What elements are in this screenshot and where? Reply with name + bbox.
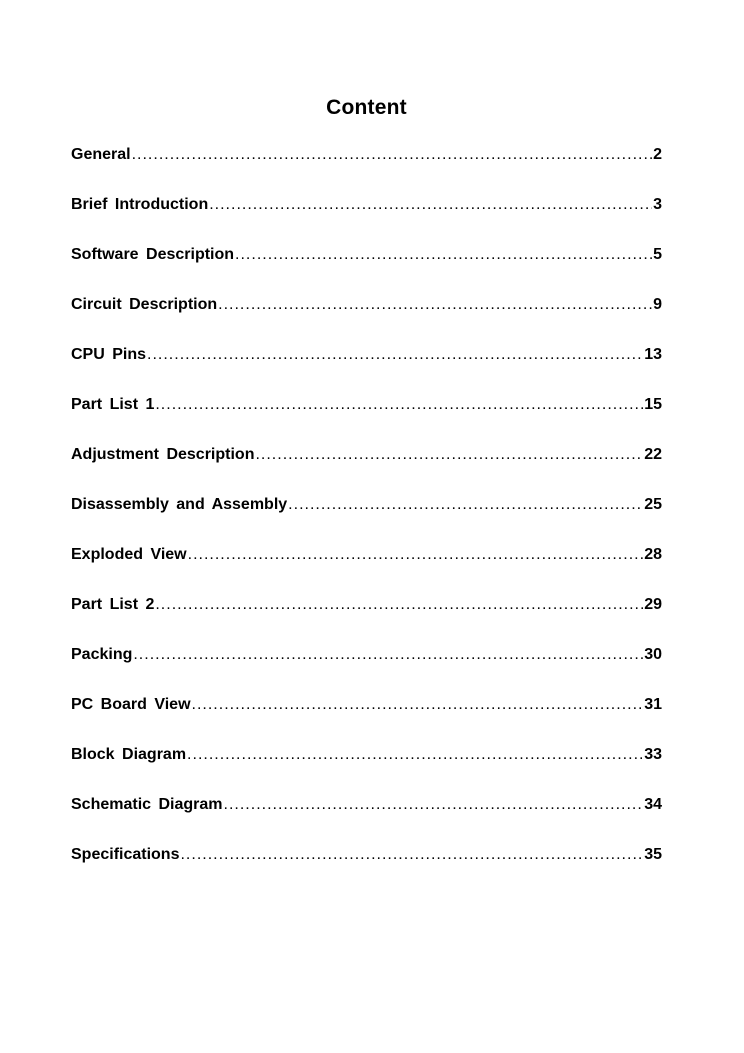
toc-entry-label: Exploded View xyxy=(71,546,187,563)
toc-entry-software-description[interactable] xyxy=(71,246,662,296)
toc-entry-page: 2 xyxy=(653,146,662,163)
toc-entry-packing[interactable] xyxy=(71,646,662,696)
toc-entry-part-list-2[interactable] xyxy=(71,596,662,646)
toc-entry-label: Circuit Description xyxy=(71,296,218,313)
toc-entry-general[interactable] xyxy=(71,146,662,196)
dot-leader xyxy=(155,396,643,414)
toc-entry-page: 28 xyxy=(644,546,662,563)
toc-entry-page: 30 xyxy=(644,646,662,663)
table-of-contents xyxy=(71,146,662,896)
dot-leader xyxy=(187,746,643,764)
dot-leader xyxy=(218,296,652,314)
toc-entry-label: CPU Pins xyxy=(71,346,147,363)
toc-entry-page: 33 xyxy=(644,746,662,763)
dot-leader xyxy=(288,496,643,514)
toc-entry-part-list-1[interactable] xyxy=(71,396,662,446)
toc-entry-label: General xyxy=(71,146,131,163)
dot-leader xyxy=(192,696,644,714)
dot-leader xyxy=(188,546,644,564)
toc-entry-circuit-description[interactable] xyxy=(71,296,662,346)
toc-entry-label: Brief Introduction xyxy=(71,196,209,213)
toc-entry-label: Specifications xyxy=(71,846,180,863)
toc-entry-cpu-pins[interactable] xyxy=(71,346,662,396)
toc-entry-page: 29 xyxy=(644,596,662,613)
page-title: Content xyxy=(326,96,407,119)
toc-entry-label: Adjustment Description xyxy=(71,446,255,463)
dot-leader xyxy=(132,146,653,164)
toc-entry-label: Disassembly and Assembly xyxy=(71,496,288,513)
toc-entry-page: 5 xyxy=(653,246,662,263)
dot-leader xyxy=(133,646,643,664)
toc-entry-label: Software Description xyxy=(71,246,235,263)
toc-entry-brief-introduction[interactable] xyxy=(71,196,662,246)
toc-entry-page: 22 xyxy=(644,446,662,463)
dot-leader xyxy=(155,596,643,614)
toc-entry-label: Schematic Diagram xyxy=(71,796,223,813)
toc-entry-page: 35 xyxy=(644,846,662,863)
toc-entry-adjustment-description[interactable] xyxy=(71,446,662,496)
dot-leader xyxy=(235,246,652,264)
toc-entry-exploded-view[interactable] xyxy=(71,546,662,596)
toc-entry-page: 9 xyxy=(653,296,662,313)
toc-entry-page: 25 xyxy=(644,496,662,513)
toc-entry-specifications[interactable] xyxy=(71,846,662,896)
dot-leader xyxy=(209,196,652,214)
toc-entry-page: 34 xyxy=(644,796,662,813)
toc-entry-label: Part List 1 xyxy=(71,396,155,413)
toc-entry-page: 13 xyxy=(644,346,662,363)
toc-entry-label: Packing xyxy=(71,646,133,663)
toc-entry-schematic-diagram[interactable] xyxy=(71,796,662,846)
dot-leader xyxy=(147,346,643,364)
dot-leader xyxy=(224,796,644,814)
dot-leader xyxy=(255,446,643,464)
toc-entry-disassembly-and-assembly[interactable] xyxy=(71,496,662,546)
toc-entry-label: Block Diagram xyxy=(71,746,187,763)
toc-entry-label: PC Board View xyxy=(71,696,191,713)
dot-leader xyxy=(180,846,643,864)
toc-entry-page: 3 xyxy=(653,196,662,213)
toc-entry-pc-board-view[interactable] xyxy=(71,696,662,746)
toc-entry-label: Part List 2 xyxy=(71,596,155,613)
toc-entry-page: 31 xyxy=(644,696,662,713)
toc-entry-block-diagram[interactable] xyxy=(71,746,662,796)
toc-entry-page: 15 xyxy=(644,396,662,413)
